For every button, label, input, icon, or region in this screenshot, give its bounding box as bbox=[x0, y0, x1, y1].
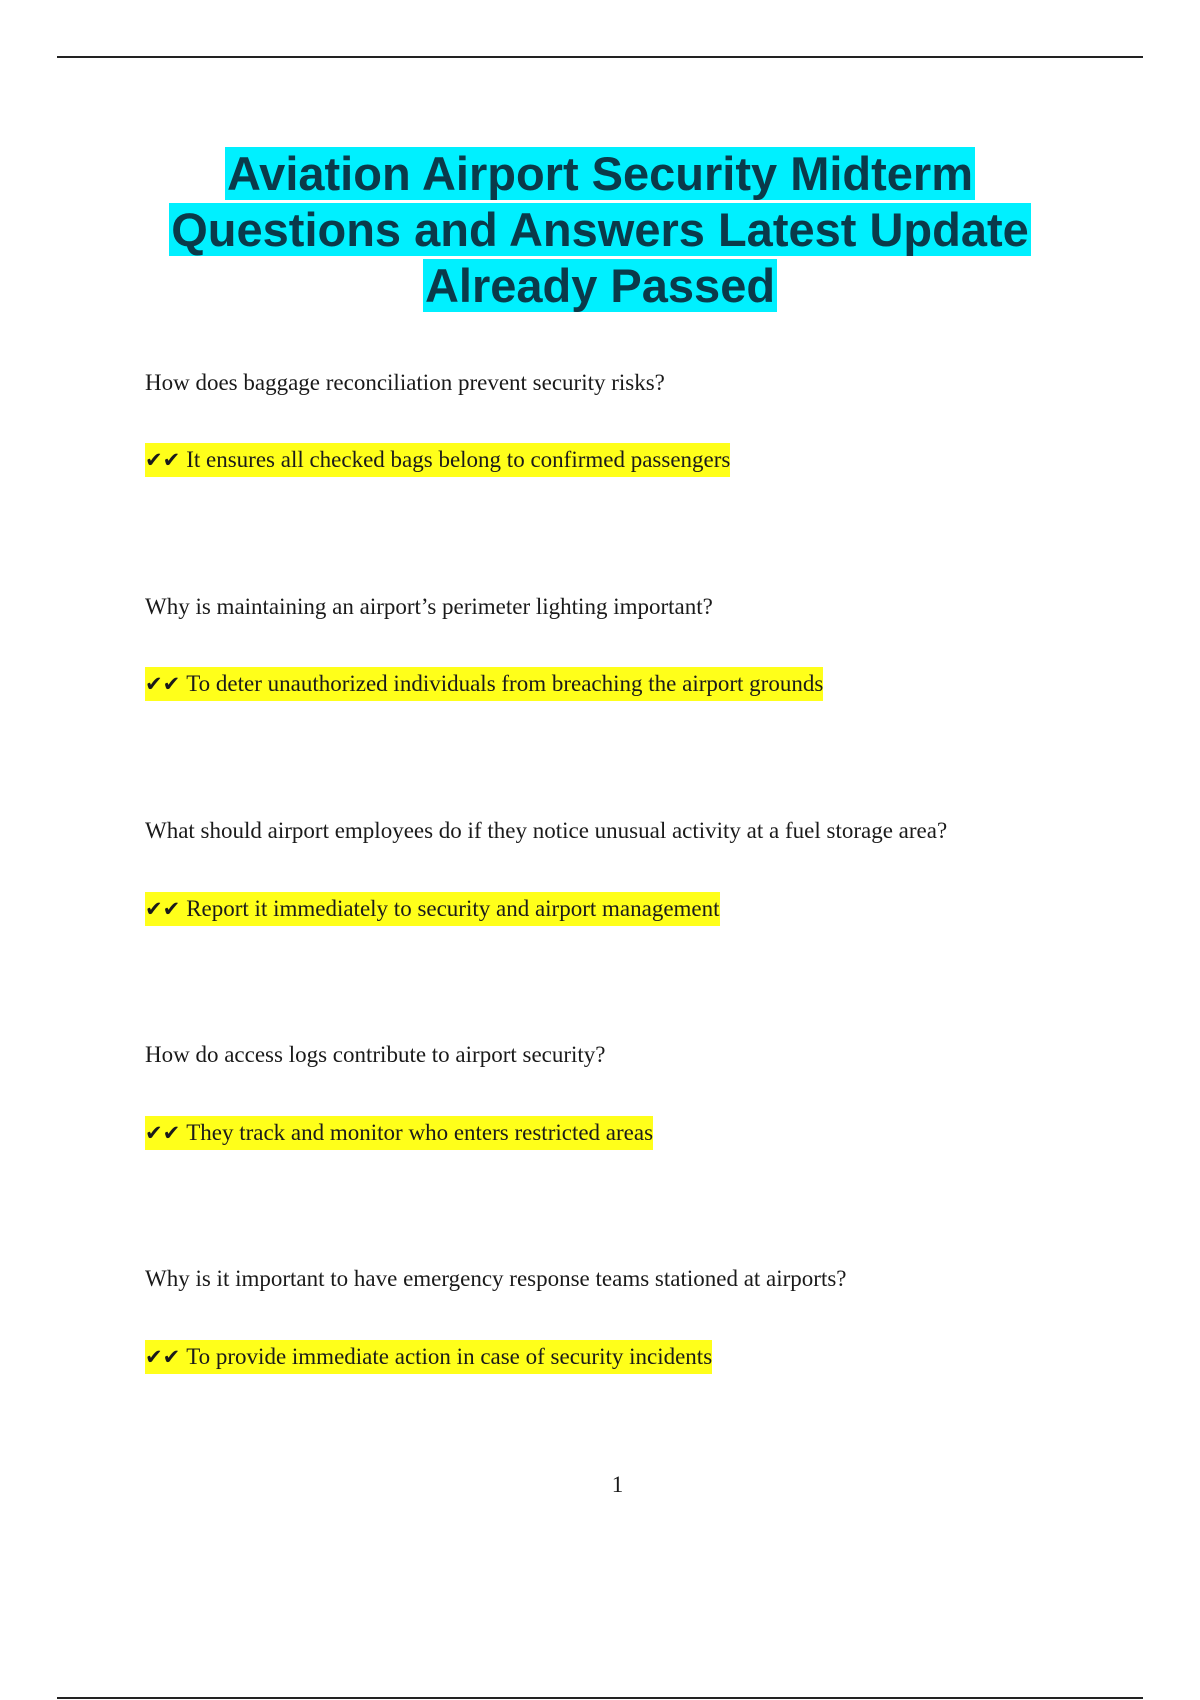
header-rule bbox=[57, 56, 1143, 58]
title-line-3: Already Passed bbox=[424, 259, 776, 312]
qa-item bbox=[145, 369, 1105, 472]
answer-highlight bbox=[145, 443, 730, 477]
qa-item bbox=[145, 817, 1105, 921]
double-check-icon: ✔✔ bbox=[145, 672, 181, 696]
answer-highlight bbox=[145, 1116, 653, 1150]
answer bbox=[145, 1116, 653, 1150]
answer-highlight bbox=[145, 892, 720, 926]
answer-highlight bbox=[145, 1340, 712, 1374]
answer-text: Report it immediately to security and airport management bbox=[186, 896, 720, 921]
double-check-icon: ✔✔ bbox=[145, 1345, 181, 1369]
answer bbox=[145, 1340, 712, 1374]
title-line-2: Questions and Answers Latest Update bbox=[171, 203, 1029, 256]
answer-highlight bbox=[145, 667, 823, 701]
answer-text: It ensures all checked bags belong to confirmed passengers bbox=[186, 447, 731, 472]
page-number: 1 bbox=[611, 1472, 624, 1497]
double-check-icon: ✔✔ bbox=[145, 448, 181, 472]
double-check-icon: ✔✔ bbox=[145, 897, 181, 921]
answer-text: To deter unauthorized individuals from breaching the airport grounds bbox=[186, 671, 824, 696]
qa-item bbox=[145, 1041, 1105, 1145]
double-check-icon: ✔✔ bbox=[145, 1121, 181, 1145]
qa-item bbox=[145, 593, 1105, 696]
qa-item bbox=[145, 1265, 1105, 1369]
answer bbox=[145, 667, 823, 701]
question-text: How do access logs contribute to airport security? bbox=[145, 1042, 606, 1067]
footer-rule bbox=[57, 1697, 1143, 1699]
question-text: Why is maintaining an airport’s perimeter lighting important? bbox=[145, 594, 713, 619]
document-title bbox=[100, 146, 1100, 314]
title-line-1: Aviation Airport Security Midterm bbox=[226, 147, 973, 200]
question-text: How does baggage reconciliation prevent security risks? bbox=[145, 370, 665, 395]
answer bbox=[145, 892, 720, 926]
question-text: What should airport employees do if they notice unusual activity at a fuel storage area? bbox=[145, 818, 948, 843]
answer bbox=[145, 443, 730, 477]
question-text: Why is it important to have emergency response teams stationed at airports? bbox=[145, 1266, 847, 1291]
answer-text: To provide immediate action in case of security incidents bbox=[186, 1344, 713, 1369]
answer-text: They track and monitor who enters restricted areas bbox=[186, 1120, 654, 1145]
